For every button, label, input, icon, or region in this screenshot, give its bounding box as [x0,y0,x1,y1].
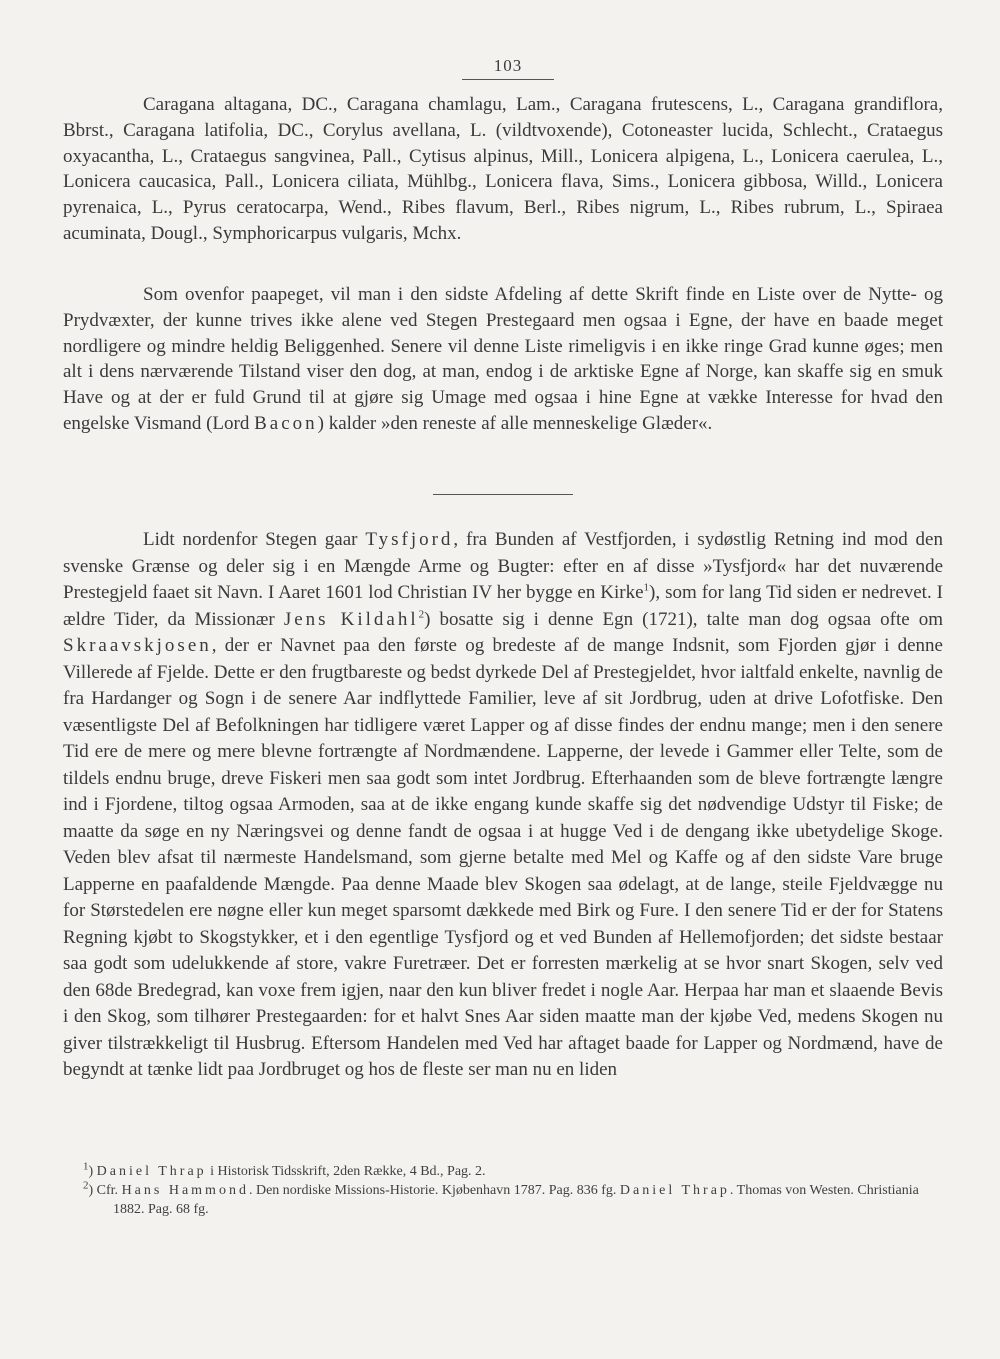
footnote-text: . Den nordiske Missions-Historie. Kjøbenhavn 1787. Pag. 836 fg. [248,1183,620,1198]
footnote-author: Hans Hammond [121,1183,249,1198]
footnote-author: Daniel Thrap [96,1164,207,1179]
footnote-text: Cfr. [96,1183,122,1198]
paragraph-text: Lidt nordenfor Stegen gaar [143,529,366,550]
section-divider [433,494,573,495]
paragraph-text: ) kalder »den reneste af alle menneskelige Glæder«. [317,412,713,434]
footnote-1: $^1$) Daniel Thrap i Historisk Tidsskrift, 2den Række, 4 Bd., Pag. 2. [83,1160,486,1179]
footnote-ref-1: 1 [643,581,650,594]
paragraph-text: , der er Navnet paa den første og bredeste af de mange Indsnit, som Fjorden gjør i denne Villerede af Fjelde. Dette er den frugtbareste og bedst dyrkede Del af Prestegjeldet, hvor ialtfald enkelte, navnlig de fra Hardanger og Sogn i de senere Aar indflyttede Familier, leve af sit Jordbrug, uden at drive Lofotfiske. Den væsentligste Del af Befolkningen har tidligere været Lapper og af disse findes der endnu mange; men i den senere Tid ere de mere og mere blevne fortrængte af Nordmændene. Lapperne, der levede i Gammer eller Telte, som de tildels endnu bruge, dreve Fiskeri men saa godt som intet Jordbrug. Efterhaanden som de bleve fortrængte længre ind i Fjordene, tiltog ogsaa Armoden, saa at de ikke engang kunde skaffe sig det nødvendige Udstyr til Fiske; de maatte da søge en ny Næringsvei og denne fandt de ogsaa i at hugge Ved i de dengang ikke ubetydelige Skoge. Veden blev afsat til nærmeste Handelsmand, som gjerne betalte med Mel og Kaffe og af den sidste Vare bruge Lapperne en paafaldende Mængde. Paa denne Maade blev Skogen saa ødelagt, at de lange, steile Fjeldvægge nu for Størstedelen ere nøgne eller kun meget sparsomt dækkede med Birk og Fure. I den senere Tid er der for Statens Regning kjøbt to Skogstykker, et i den egentlige Tysfjord og et ved Bunden af Hellemofjorden; det sidste bestaar saa godt som udelukkende af store, vakre Furetræer. Det er forresten mærkelig at se hvor snart Skogen, selv ved den 68de Bredegrad, kan voxe frem igjen, naar den kun bliver fredet i nogle Aar. Herpaa har man et slaaende Bevis i den Skog, som tilhører Prestegaarden: for et halvt Snes Aar siden maatte man der kjøbe Ved, medens Skogen nu giver tilstrækkeligt til Husbrug. Eftersom Handelen med Ved har aftaget baade for Lapper og Nordmænd, have de begyndt at tænke lidt paa Jordbruget og hos de fleste ser man nu en liden [63,635,943,1080]
paragraph-text: ) bosatte sig i denne Egn (1721), talte man dog ogsaa ofte om [424,608,944,630]
footnote-author: Daniel Thrap [619,1183,730,1198]
footnote-2: $^2$) Cfr. Hans Hammond. Den nordiske Missions-Historie. Kjøbenhavn 1787. Pag. 836 fg. Daniel Thrap. Thomas von Westen. Christiania 1882. Pag. 68 fg. [83,1179,919,1217]
footnote-text: . Thomas von Westen. Christiania 1882. Pag. 68 fg. [113,1183,919,1217]
spaced-name-kildahl: Jens Kildahl [283,608,419,630]
paragraph-garden-list [63,282,943,437]
spaced-name-bacon: Bacon [254,412,318,434]
paragraph-text: ), som for lang Tid siden er nedrevet. I ældre Tider, da Missionær [63,582,943,630]
spaced-name-skraavskjosen: Skraavskjosen [63,635,212,656]
page-number: 103 [462,56,554,80]
footnotes [83,1162,945,1219]
paragraph-text: Som ovenfor paapeget, vil man i den sidste Afdeling af dette Skrift finde en Liste over de Nytte- og Prydvæxter, der kunne trives ikke alene ved Stegen Prestegaard men ogsaa i Egne, der have en baade meget nordligere og mindre heldig Beliggenhed. Senere vil denne Liste rimeligvis i en ikke ringe Grad kunne øges; men alt i dens nærværende Tilstand viser den dog, at man, endog i de arktiske Egne af Norge, kan skaffe sig en smuk Have og at der er fuld Grund til at gjøre sig Umage med ogsaa i hine Egne at vække Interesse for hvad den engelske Vismand (Lord [63,284,943,434]
footnote-text: i Historisk Tidsskrift, 2den Række, 4 Bd., Pag. 2. [206,1164,486,1179]
paragraph-tysfjord [63,527,943,1084]
paragraph-plant-list: Caragana altagana, DC., Caragana chamlagu, Lam., Caragana frutescens, L., Caragana grandiflora, Bbrst., Caragana latifolia, DC., Corylus avellana, L. (vildtvoxende), Cotoneaster lucida, Schlecht., Crataegus oxyacantha, L., Crataegus sangvinea, Pall., Cytisus alpinus, Mill., Lonicera alpigena, L., Lonicera caerulea, L., Lonicera caucasica, Pall., Lonicera ciliata, Mühlbg., Lonicera flava, Sims., Lonicera gibbosa, Willd., Lonicera pyrenaica, L., Pyrus ceratocarpa, Wend., Ribes flavum, Berl., Ribes nigrum, L., Ribes rubrum, L., Spiraea acuminata, Dougl., Symphoricarpus vulgaris, Mchx. [63,94,943,244]
footnote-mark: 1 [83,1160,89,1173]
spaced-name-tysfjord: Tysfjord [365,529,454,550]
footnote-ref-2: 2 [418,608,425,621]
paragraph-text: , fra Bunden af Vestfjorden, i sydøstlig Retning ind mod den svenske Grænse og deler sig i en Mængde Arme og Bugter: efter en af disse »Tysfjord« har det nuværende Prestegjeld faaet sit Navn. I Aaret 1601 lod Christian IV her bygge en Kirke [63,529,943,603]
footnote-mark: 2 [83,1179,89,1192]
